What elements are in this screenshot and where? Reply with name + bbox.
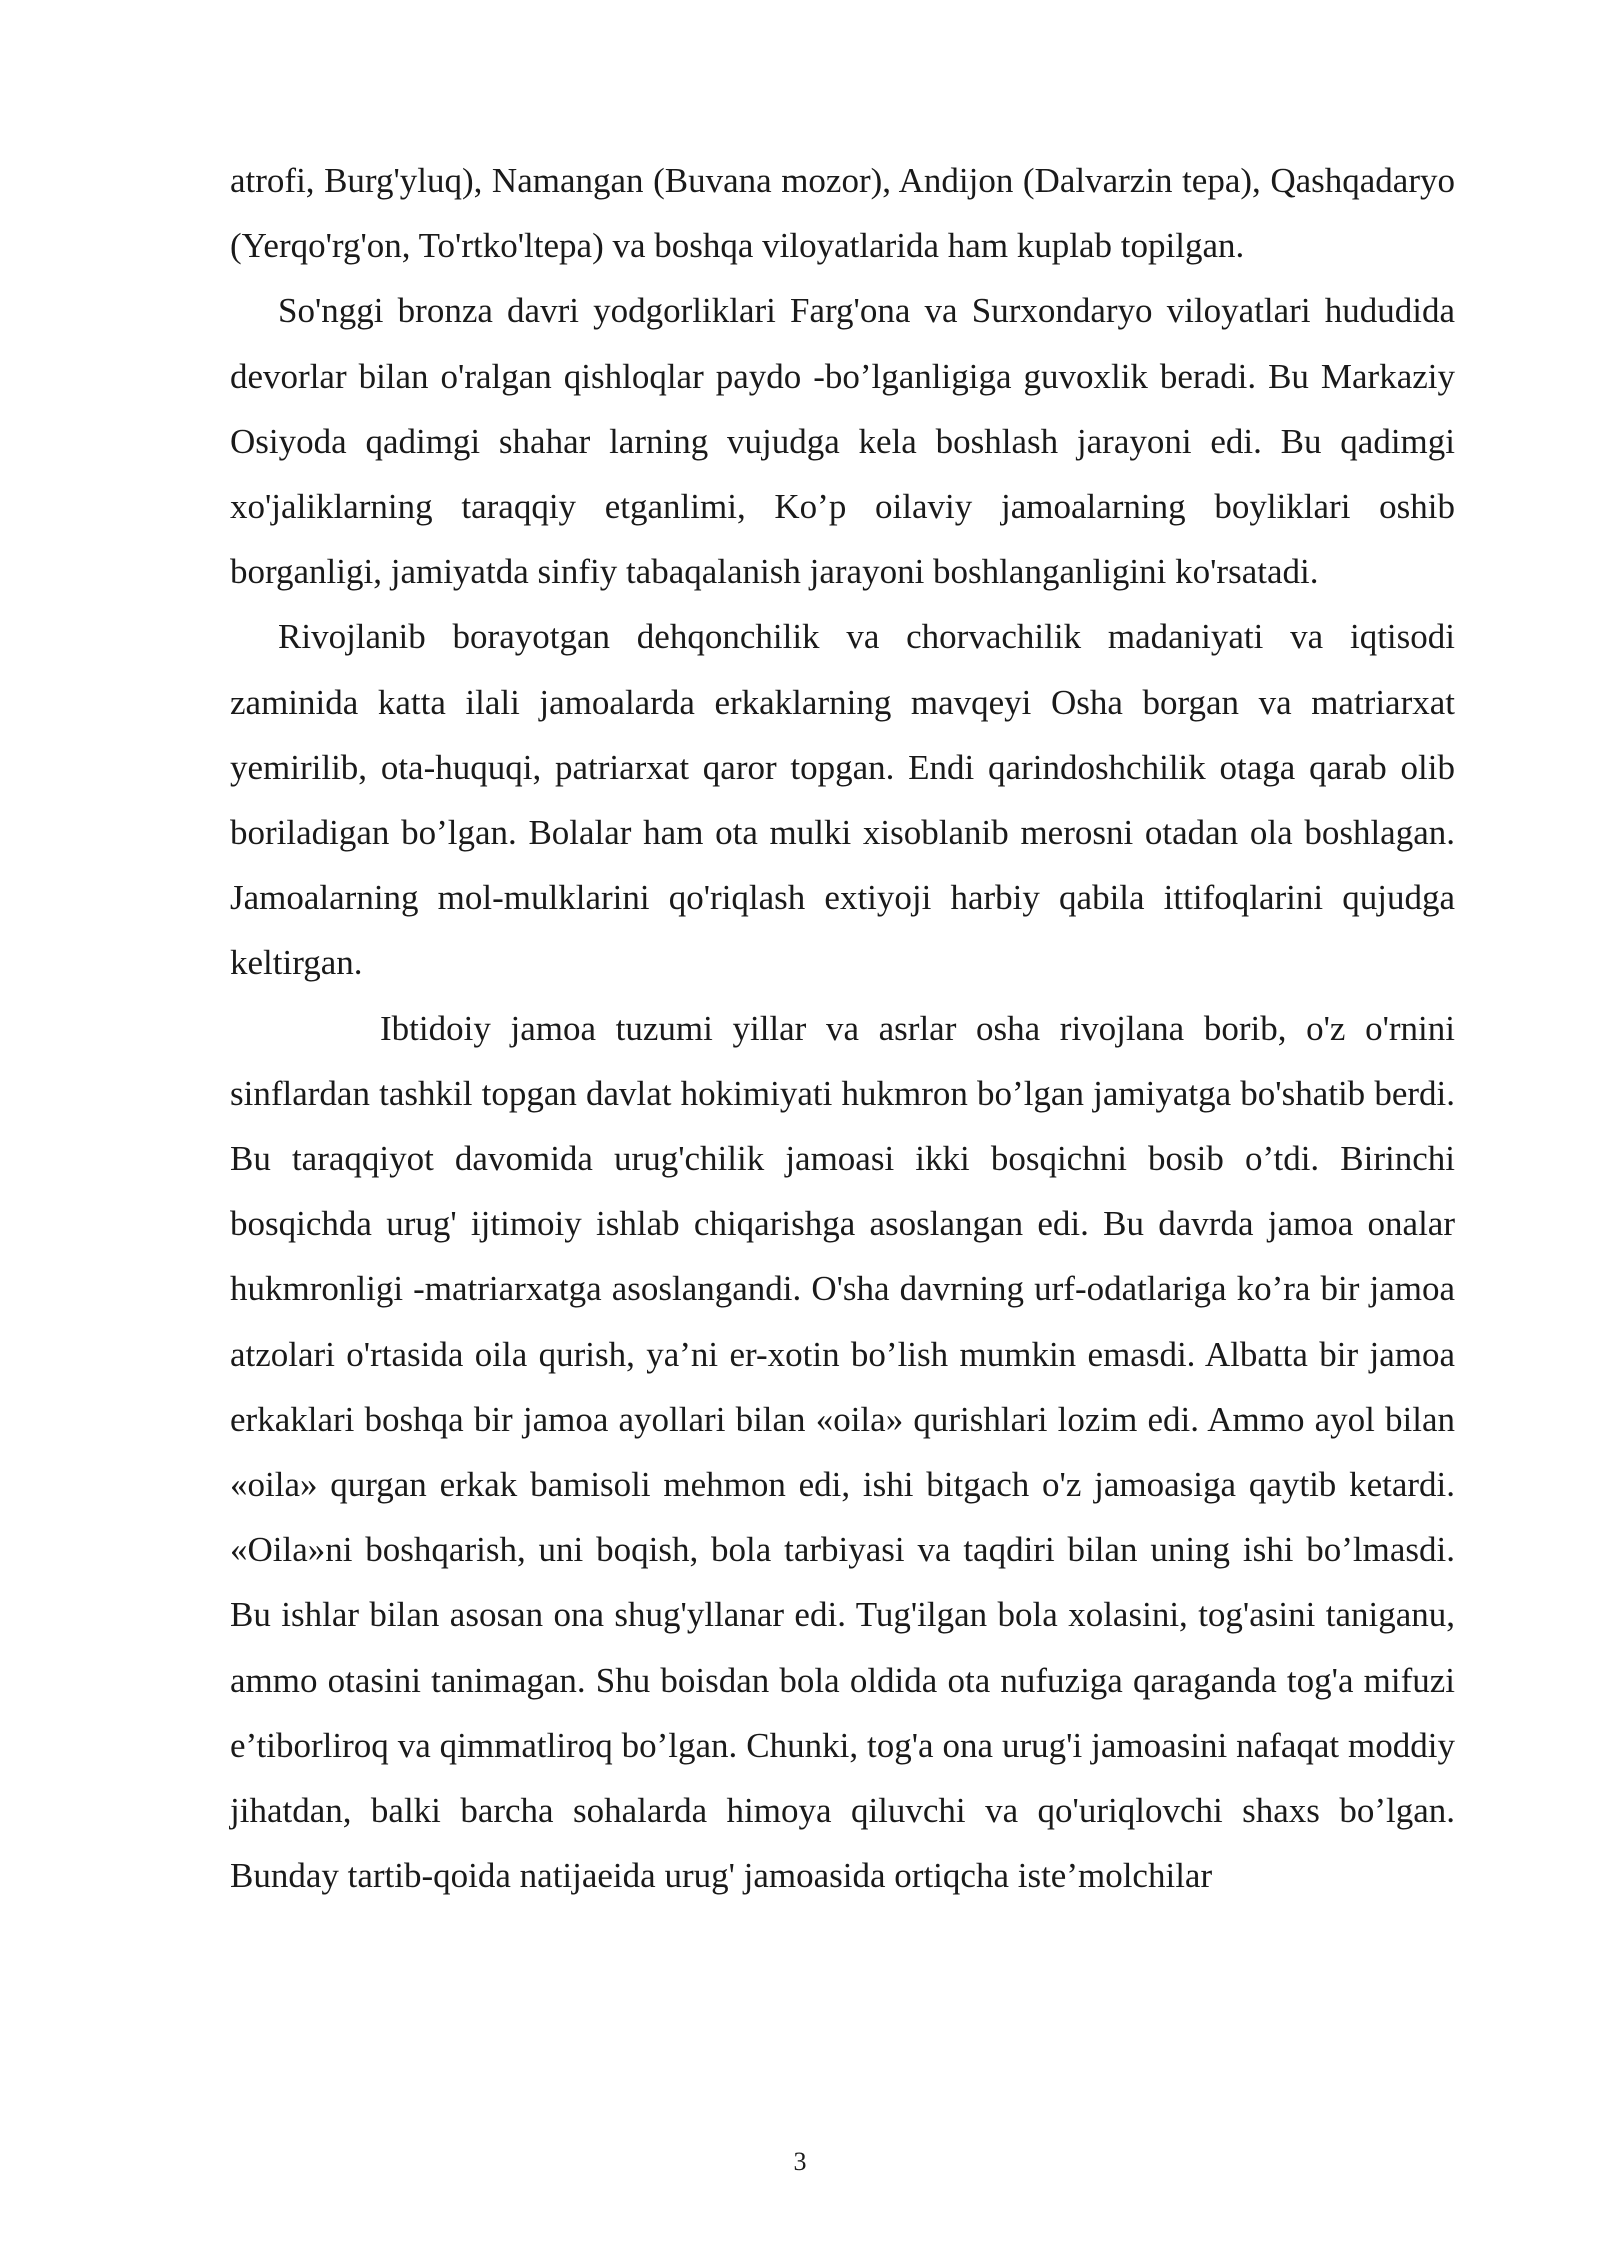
paragraph-late-bronze-age: So'nggi bronza davri yodgorliklari Farg'ona va Surxondaryo viloyatlari hududida devorlar bilan o'ralgan qishloqlar paydo -bo’lganligiga guvoxlik beradi. Bu Markaziy Osiyoda qadimgi shahar larning vujudga kela boshlash jarayoni edi. Bu qadimgi xo'jaliklarning taraqqiy etganlimi, Ko’p oilaviy jamoalarning boyliklari oshib borganligi, jamiyatda sinfiy tabaqalanish jarayoni boshlanganligini ko'rsatadi. [230,291,1455,592]
paragraph-continuation: atrofi, Burg'yluq), Namangan (Buvana mozor), Andijon (Dalvarzin tepa), Qashqadaryo (Yerqo'rg'on, To'rtko'ltepa) va boshqa viloyatlarida ham kuplab topilgan. [230,161,1455,266]
paragraph-primitive-community: Ibtidoiy jamoa tuzumi yillar va asrlar osha rivojlana borib, o'z o'rnini sinflardan tashkil topgan davlat hokimiyati hukmron bo’lgan jamiyatga bo'shatib berdi. Bu taraqqiyot davomida urug'chilik jamoasi ikki bosqichni bosib o’tdi. Birinchi bosqichda urug' ijtimoiy ishlab chiqarishga asoslangan edi. Bu davrda jamoa onalar hukmronligi -matriarxatga asoslangandi. O'sha davrning urf-odatlariga ko’ra bir jamoa atzolari o'rtasida oila qurish, ya’ni er-xotin bo’lish mumkin emasdi. Albatta bir jamoa erkaklari boshqa bir jamoa ayollari bilan «oila» qurishlari lozim edi. Ammo ayol bilan «oila» qurgan erkak bamisoli mehmon edi, ishi bitgach o'z jamoasiga qaytib ketardi. «Oila»ni boshqarish, uni boqish, bola tarbiyasi va taqdiri bilan uning ishi bo’lmasdi. Bu ishlar bilan asosan ona shug'yllanar edi. Tug'ilgan bola xolasini, tog'asini taniganu, ammo otasini tanimagan. Shu boisdan bola oldida ota nufuziga qaraganda tog'a mifuzi e’tiborliroq va qimmatliroq bo’lgan. Chunki, tog'a ona urug'i jamoasini nafaqat moddiy jihatdan, balki barcha sohalarda himoya qiluvchi va qo'uriqlovchi shaxs bo’lgan. Bunday tartib-qoida natijaeida urug' jamoasida ortiqcha iste’molchilar [230,1008,1455,1896]
paragraph-patriarchy: Rivojlanib borayotgan dehqonchilik va chorvachilik madaniyati va iqtisodi zaminida katta ilali jamoalarda erkaklarning mavqeyi Osha borgan va matriarxat yemirilib, ota-huquqi, patriarxat qaror topgan. Endi qarindoshchilik otaga qarab olib boriladigan bo’lgan. Bolalar ham ota mulki xisoblanib merosni otadan ola boshlagan. Jamoalarning mol-mulklarini qo'riqlash extiyoji harbiy qabila ittifoqlarini qujudga keltirgan. [230,617,1455,983]
page-number: 3 [793,2147,807,2176]
body-text [230,148,1455,1908]
